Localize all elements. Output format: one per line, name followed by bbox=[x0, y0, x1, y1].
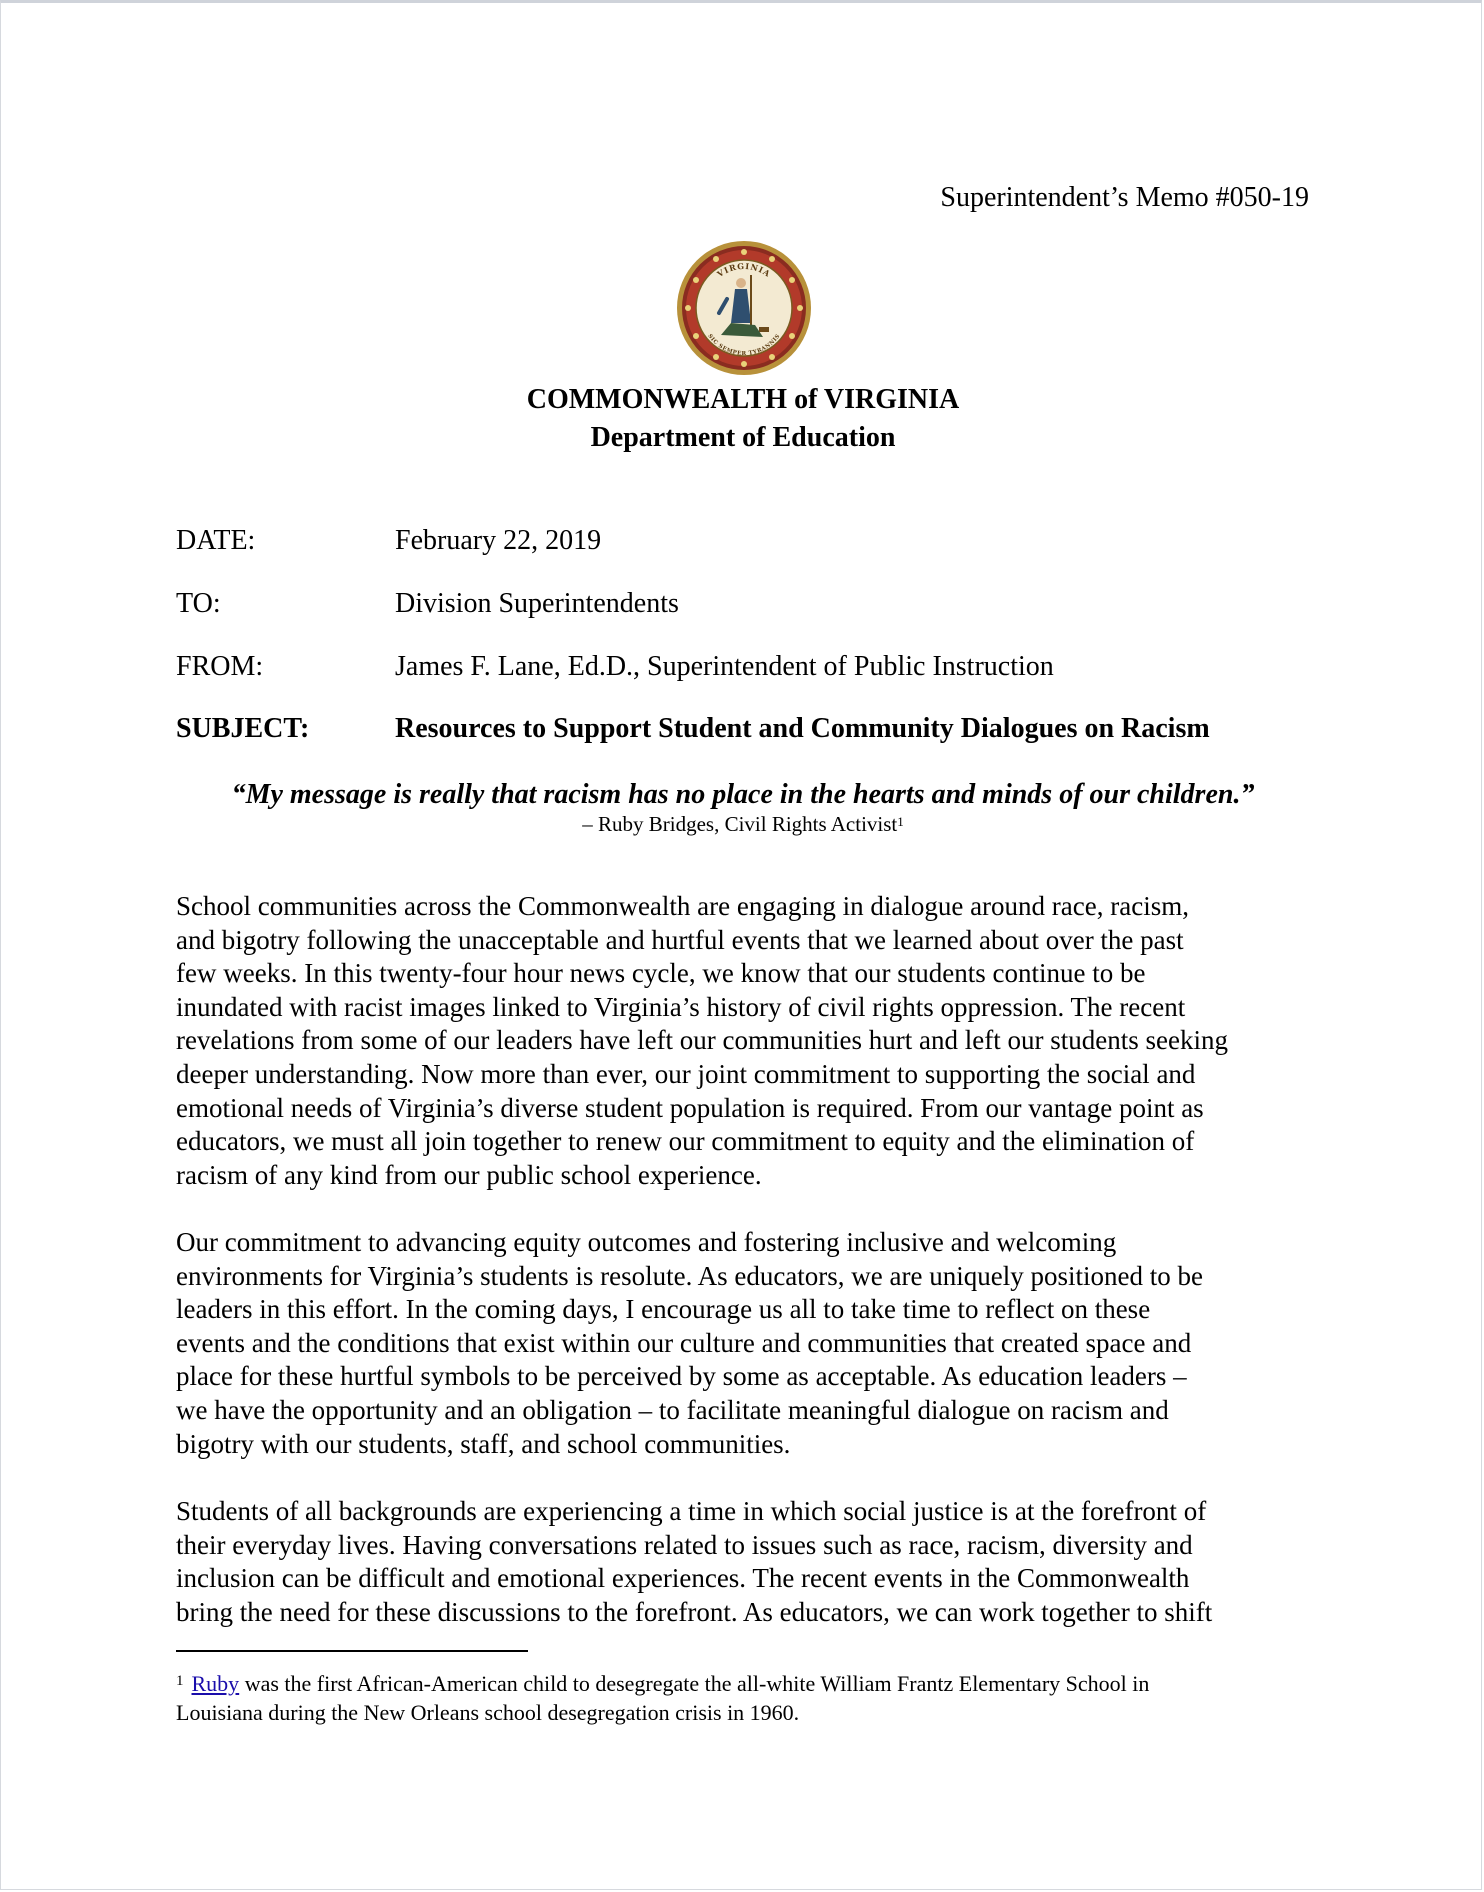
organization-name: COMMONWEALTH of VIRGINIA bbox=[526, 384, 960, 415]
paragraph-line: School communities across the Commonwealth are engaging in dialogue around race, racism, bbox=[176, 891, 1189, 921]
to-label: TO: bbox=[176, 588, 221, 619]
paragraph-line: racism of any kind from our public school experience. bbox=[176, 1159, 762, 1190]
paragraph-line: revelations from some of our leaders have left our communities hurt and left our students seeking bbox=[176, 1025, 1228, 1056]
date-label: DATE: bbox=[176, 525, 256, 556]
from-value: James F. Lane, Ed.D., Superintendent of Public Instruction bbox=[395, 651, 1054, 682]
subject-value: Resources to Support Student and Community Dialogues on Racism bbox=[395, 713, 1210, 744]
to-value: Division Superintendents bbox=[395, 588, 679, 619]
memo-number: Superintendent’s Memo #050-19 bbox=[940, 182, 1309, 213]
paragraph-line: few weeks. In this twenty-four hour news cycle, we know that our students continue to be bbox=[176, 958, 1146, 989]
body-paragraph-3 bbox=[176, 1495, 1316, 1629]
paragraph-line: bring the need for these discussions to the forefront. As educators, we can work together to shift bbox=[176, 1596, 1213, 1627]
body-paragraph-2 bbox=[176, 1226, 1316, 1461]
footnote-line-1-text: was the first African-American child to desegregate the all-white William Frantz Elementary School in bbox=[239, 1671, 1150, 1696]
footnote-line-2: Louisiana during the New Orleans school desegregation crisis in 1960. bbox=[176, 1700, 800, 1725]
paragraph-line: Students of all backgrounds are experiencing a time in which social justice is at the forefront of bbox=[176, 1496, 1207, 1526]
attribution-text: – Ruby Bridges, Civil Rights Activist bbox=[582, 812, 898, 836]
quote-attribution bbox=[1, 811, 1484, 837]
paragraph-line: inundated with racist images linked to Virginia’s history of civil rights oppression. The recent bbox=[176, 991, 1186, 1022]
footnote-number: 1 bbox=[176, 1673, 184, 1689]
seal-motto: SIC SEMPER TYRANNIS bbox=[706, 333, 782, 358]
paragraph-line: Our commitment to advancing equity outcomes and fostering inclusive and welcoming bbox=[176, 1227, 1117, 1257]
paragraph-line: deeper understanding. Now more than ever, our joint commitment to supporting the social and bbox=[176, 1058, 1196, 1089]
ruby-link[interactable]: Ruby bbox=[191, 1671, 240, 1696]
footnote-line-1 bbox=[176, 1669, 1326, 1698]
footnote-ref[interactable]: 1 bbox=[897, 814, 904, 829]
footnote bbox=[176, 1669, 1326, 1727]
footnote-divider bbox=[176, 1650, 528, 1652]
paragraph-line: we have the opportunity and an obligation – to facilitate meaningful dialogue on racism and bbox=[176, 1394, 1169, 1425]
paragraph-line: environments for Virginia’s students is resolute. As educators, we are uniquely positioned to be bbox=[176, 1260, 1203, 1291]
virginia-state-seal-icon bbox=[675, 239, 813, 377]
paragraph-line: leaders in this effort. In the coming days, I encourage us all to take time to reflect on these bbox=[176, 1294, 1151, 1325]
epigraph-quote: “My message is really that racism has no place in the hearts and minds of our children.” bbox=[231, 779, 1255, 810]
paragraph-line: place for these hurtful symbols to be perceived by some as acceptable. As education leaders – bbox=[176, 1361, 1187, 1392]
paragraph-line: emotional needs of Virginia’s diverse student population is required. From our vantage point as bbox=[176, 1092, 1204, 1123]
department-name: Department of Education bbox=[590, 422, 896, 453]
seal-graphic bbox=[675, 239, 813, 377]
paragraph-line: educators, we must all join together to renew our commitment to equity and the elimination of bbox=[176, 1126, 1195, 1157]
body-paragraph-1 bbox=[176, 890, 1316, 1192]
date-value: February 22, 2019 bbox=[395, 525, 602, 556]
seal-top-text: VIRGINIA bbox=[715, 260, 773, 280]
paragraph-line: their everyday lives. Having conversations related to issues such as race, racism, diversity and bbox=[176, 1529, 1193, 1560]
paragraph-line: events and the conditions that exist within our culture and communities that created space and bbox=[176, 1327, 1192, 1358]
paragraph-line: bigotry with our students, staff, and school communities. bbox=[176, 1428, 791, 1459]
paragraph-line: inclusion can be difficult and emotional experiences. The recent events in the Commonwealth bbox=[176, 1563, 1190, 1594]
from-label: FROM: bbox=[176, 651, 264, 682]
subject-label: SUBJECT: bbox=[176, 713, 310, 744]
paragraph-line: and bigotry following the unacceptable and hurtful events that we learned about over the past bbox=[176, 924, 1184, 955]
